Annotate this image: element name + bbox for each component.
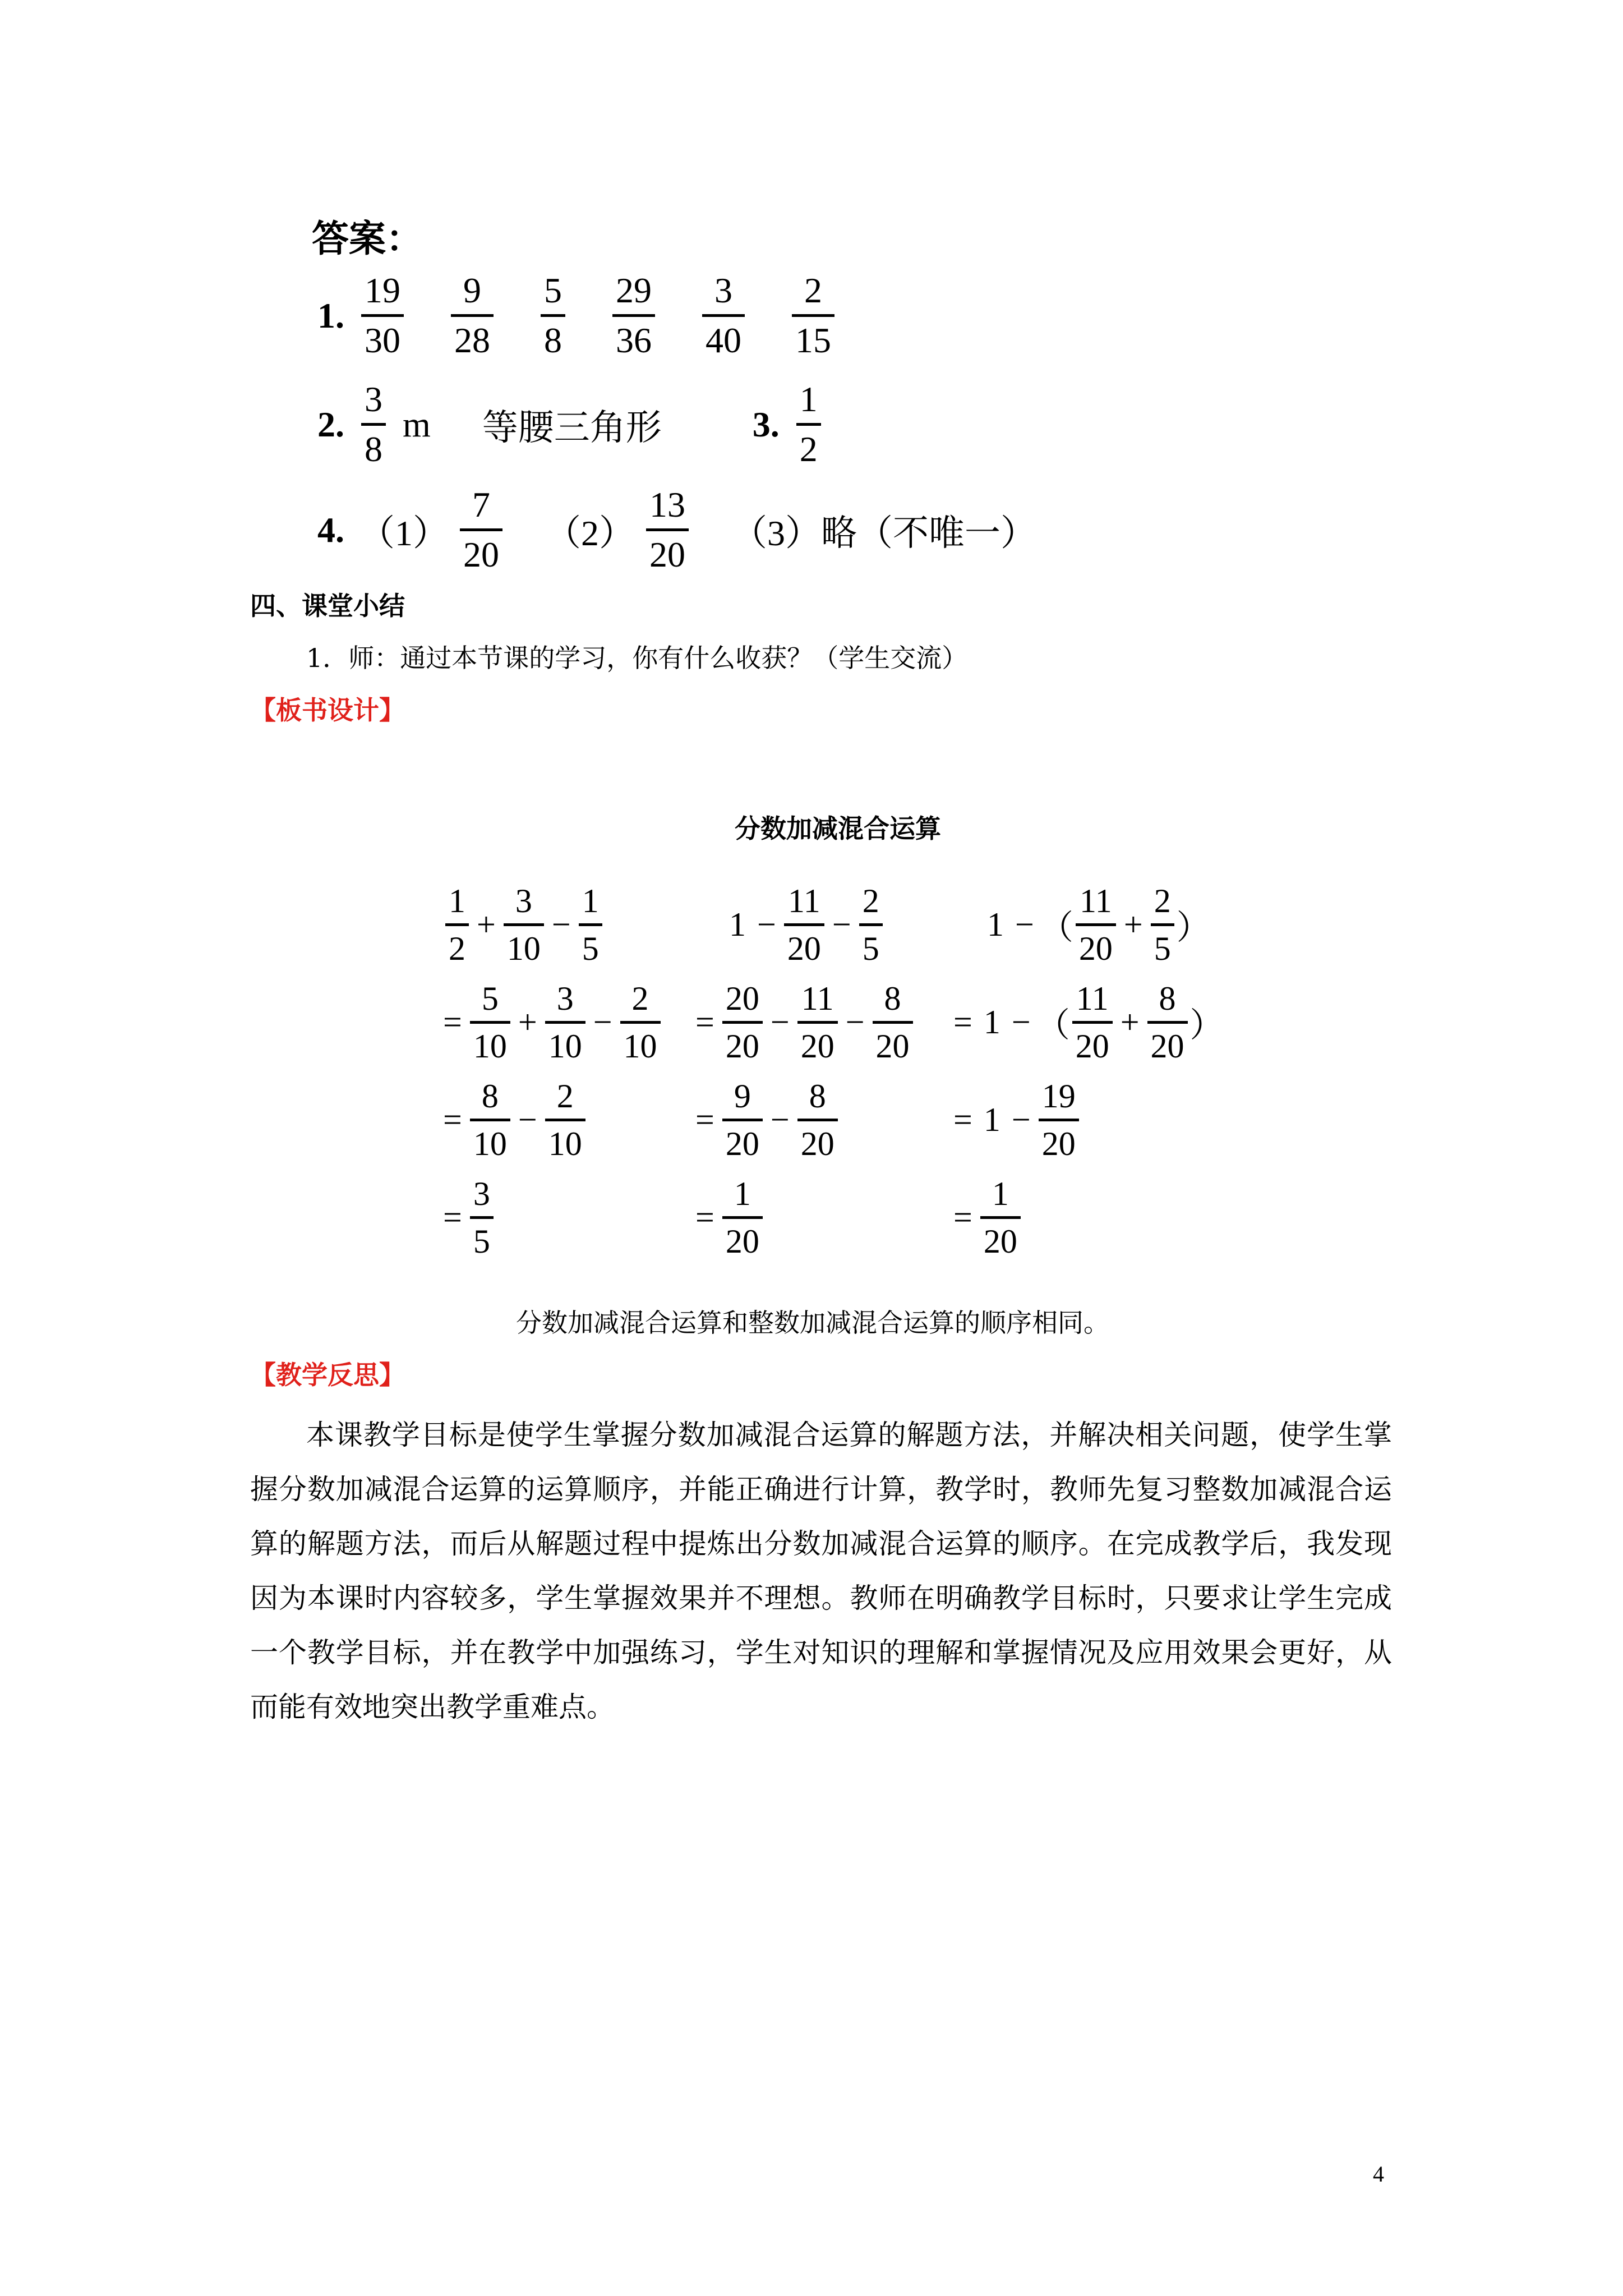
board-design-heading: 【板书设计】 bbox=[250, 695, 405, 725]
fraction: $\frac{9}{20}$ bbox=[722, 1079, 763, 1161]
board-c3-r3: = 1 − $\frac{19}{20}$ bbox=[953, 1079, 1081, 1161]
fraction: $\frac{8}{10}$ bbox=[470, 1079, 510, 1161]
fraction: $\frac{2}{10}$ bbox=[545, 1079, 585, 1161]
answer-4-part1: （1） bbox=[359, 513, 449, 553]
answer-4-label: 4. bbox=[317, 509, 344, 550]
fraction: $\frac{3}{10}$ bbox=[504, 884, 544, 965]
board-c1-r2: = $\frac{5}{10}$ + $\frac{3}{10}$ − $\frac{2}{10}$ bbox=[443, 982, 663, 1063]
fraction: $\frac{1}{2}$ bbox=[796, 381, 821, 467]
fraction: $\frac{8}{20}$ bbox=[1147, 982, 1188, 1063]
fraction: $\frac{2}{5}$ bbox=[1151, 884, 1174, 965]
answer-4-part3: （3）略（不唯一） bbox=[731, 513, 1036, 553]
fraction: $\frac{3}{8}$ bbox=[361, 381, 386, 467]
reflection-heading: 【教学反思】 bbox=[250, 1360, 405, 1390]
board-c2-r3: = $\frac{9}{20}$ − $\frac{8}{20}$ bbox=[695, 1079, 840, 1161]
fraction: $\frac{2}{15}$ bbox=[792, 273, 834, 358]
answer-4-part2: （2） bbox=[545, 513, 635, 553]
fraction: $\frac{7}{20}$ bbox=[460, 487, 502, 573]
board-c2-r2: = $\frac{20}{20}$ − $\frac{11}{20}$ − $\frac{8}{20}$ bbox=[695, 982, 915, 1063]
fraction: $\frac{19}{30}$ bbox=[361, 273, 404, 358]
fraction: $\frac{11}{20}$ bbox=[797, 982, 838, 1063]
fraction: $\frac{13}{20}$ bbox=[646, 487, 689, 573]
answer-2-text: 等腰三角形 bbox=[482, 407, 662, 448]
fraction: $\frac{1}{5}$ bbox=[579, 884, 602, 965]
fraction: $\frac{3}{10}$ bbox=[545, 982, 585, 1063]
summary-heading: 四、课堂小结 bbox=[250, 591, 405, 621]
answer-2-3 bbox=[312, 381, 823, 467]
fraction: $\frac{20}{20}$ bbox=[722, 982, 763, 1063]
fraction: $\frac{5}{10}$ bbox=[470, 982, 510, 1063]
board-c1-r4: = $\frac{3}{5}$ bbox=[443, 1177, 496, 1258]
unit: m bbox=[403, 404, 431, 444]
fraction: $\frac{1}{2}$ bbox=[445, 884, 469, 965]
page-number: 4 bbox=[1373, 2161, 1384, 2187]
answer-2-label: 2. bbox=[317, 404, 344, 444]
fraction: $\frac{3}{5}$ bbox=[470, 1177, 494, 1258]
fraction: $\frac{8}{20}$ bbox=[873, 982, 913, 1063]
fraction: $\frac{9}{28}$ bbox=[451, 273, 494, 358]
fraction: $\frac{1}{20}$ bbox=[980, 1177, 1021, 1258]
board-note: 分数加减混合运算和整数加减混合运算的顺序相同。 bbox=[516, 1308, 1109, 1338]
fraction: $\frac{19}{20}$ bbox=[1039, 1079, 1079, 1161]
answer-3-label: 3. bbox=[752, 404, 780, 444]
fraction: $\frac{11}{20}$ bbox=[784, 884, 824, 965]
fraction: $\frac{29}{36}$ bbox=[612, 273, 655, 358]
answer-1 bbox=[312, 270, 837, 360]
fraction: $\frac{11}{20}$ bbox=[1072, 982, 1113, 1063]
board-title: 分数加减混合运算 bbox=[735, 813, 941, 844]
summary-item: 1．师：通过本节课的学习，你有什么收获？（学生交流） bbox=[306, 643, 968, 673]
answer-4 bbox=[312, 487, 1036, 573]
fraction: $\frac{8}{20}$ bbox=[797, 1079, 838, 1161]
board-c3-r1: 1 − （ $\frac{11}{20}$ + $\frac{2}{5}$ ） bbox=[987, 882, 1210, 967]
answers-heading: 答案： bbox=[312, 217, 423, 260]
answer-1-label: 1. bbox=[317, 295, 344, 335]
fraction: $\frac{5}{8}$ bbox=[541, 273, 565, 358]
fraction: $\frac{1}{20}$ bbox=[722, 1177, 763, 1258]
fraction: $\frac{2}{10}$ bbox=[620, 982, 661, 1063]
board-c3-r4: = $\frac{1}{20}$ bbox=[953, 1177, 1023, 1258]
board-c1-r3: = $\frac{8}{10}$ − $\frac{2}{10}$ bbox=[443, 1079, 588, 1161]
fraction: $\frac{2}{5}$ bbox=[859, 884, 883, 965]
board-c1-r1: $\frac{1}{2}$ + $\frac{3}{10}$ − $\frac{1}{5}$ bbox=[443, 884, 605, 965]
fraction: $\frac{11}{20}$ bbox=[1076, 884, 1116, 965]
board-c2-r4: = $\frac{1}{20}$ bbox=[695, 1177, 765, 1258]
fraction: $\frac{3}{40}$ bbox=[702, 273, 745, 358]
board-c2-r1: 1 − $\frac{11}{20}$ − $\frac{2}{5}$ bbox=[723, 884, 885, 965]
reflection-paragraph: 本课教学目标是使学生掌握分数加减混合运算的解题方法，并解决相关问题，使学生掌握分数加减混合运算的运算顺序，并能正确进行计算，教学时，教师先复习整数加减混合运算的解题方法，而后从解题过程中提炼出分数加减混合运算的顺序。在完成教学后，我发现因为本课时内容较多，学生掌握效果并不理想。教师在明确教学目标时，只要求让学生完成一个教学目标，并在教学中加强练习，学生对知识的理解和掌握情况及应用效果会更好，从而能有效地突出教学重难点。 bbox=[250, 1419, 1392, 1723]
board-c3-r2: = 1 − （ $\frac{11}{20}$ + $\frac{8}{20}$ ） bbox=[953, 980, 1224, 1065]
